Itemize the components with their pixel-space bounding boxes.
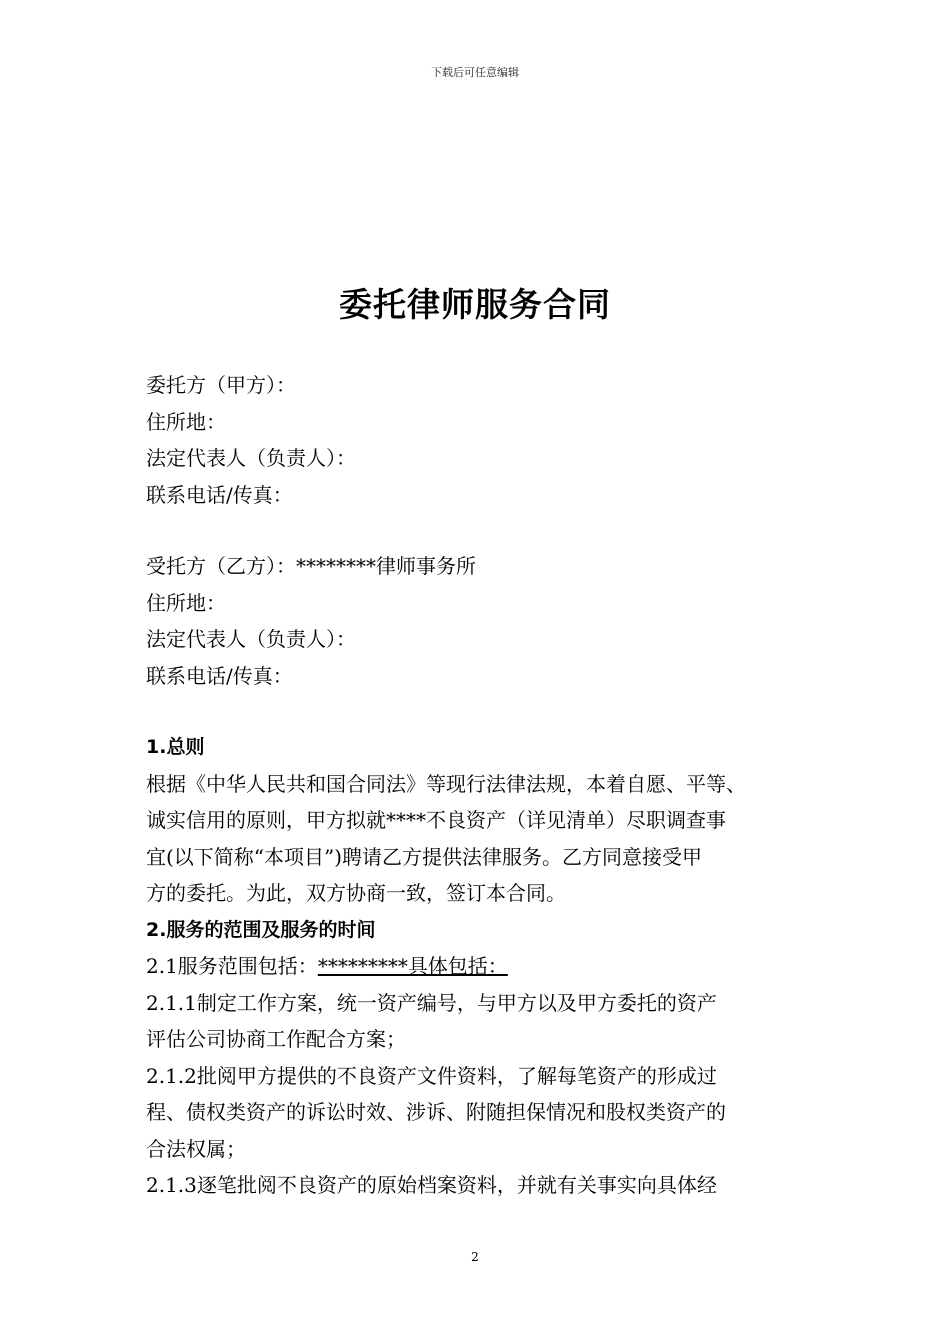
document-title: 委托律师服务合同 (339, 285, 611, 324)
party-b-block (146, 548, 836, 694)
party-b-address: 住所地： (146, 590, 226, 615)
party-b-contact: 联系电话/传真： (146, 663, 293, 688)
section-1-line: 宜(以下简称“本项目”)聘请乙方提供法律服务。乙方同意接受甲 (146, 844, 703, 869)
party-a-block (146, 367, 836, 513)
item-2-1-3-line: 2.1.3逐笔批阅不良资产的原始档案资料，并就有关事实向具体经 (146, 1173, 717, 1197)
item-2-1-1-line: 评估公司协商工作配合方案； (146, 1027, 406, 1051)
party-a-address: 住所地： (146, 409, 226, 434)
item-2-1-2-line: 2.1.2批阅甲方提供的不良资产文件资料，了解每笔资产的形成过 (146, 1063, 717, 1088)
scope-prefix: 2.1服务范围包括： (146, 954, 318, 978)
party-b-agent: 受托方（乙方）：********律师事务所 (146, 554, 476, 578)
party-b-legal-rep: 法定代表人（负责人）： (146, 627, 356, 651)
section-1-line: 根据《中华人民共和国合同法》等现行法律法规，本着自愿、平等、 (146, 771, 746, 796)
page-header-note: 下载后可任意编辑 (431, 66, 519, 79)
section-2-heading: 2.服务的范围及服务的时间 (146, 918, 376, 941)
section-1-line: 诚实信用的原则，甲方拟就****不良资产（详见清单）尽职调查事 (146, 808, 726, 832)
party-a-legal-rep: 法定代表人（负责人）： (146, 446, 356, 470)
item-2-1-1-line: 2.1.1制定工作方案，统一资产编号，与甲方以及甲方委托的资产 (146, 990, 717, 1015)
item-2-1-2-line: 程、债权类资产的诉讼时效、涉诉、附随担保情况和股权类资产的 (146, 1100, 726, 1124)
scope-line (146, 948, 836, 985)
page-number: 2 (471, 1250, 479, 1264)
party-a-contact: 联系电话/传真： (146, 482, 293, 507)
contract-clauses (146, 729, 836, 1204)
party-a-client: 委托方（甲方）： (146, 373, 296, 397)
scope-underlined: *********具体包括： (317, 954, 508, 978)
item-2-1-2-line: 合法权属； (146, 1136, 246, 1161)
section-1-heading: 1.总则 (146, 736, 205, 758)
section-1-line: 方的委托。为此，双方协商一致，签订本合同。 (146, 881, 566, 905)
